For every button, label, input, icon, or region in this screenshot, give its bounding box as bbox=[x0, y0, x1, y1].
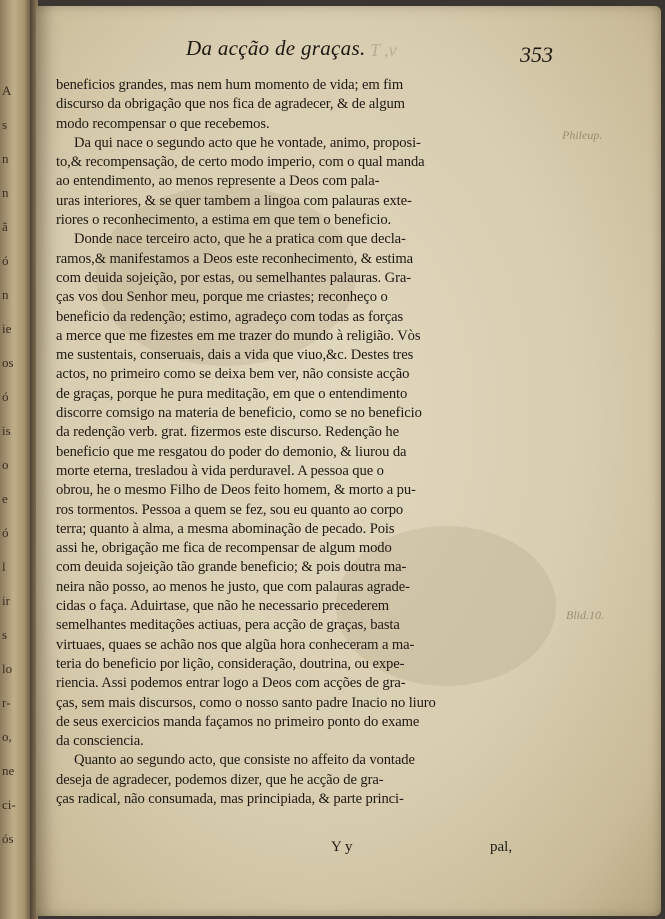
body-text bbox=[56, 76, 556, 809]
text-line: a merce que me fizestes em me trazer do mundo à religião. Vòs bbox=[56, 327, 421, 344]
facing-page-fragment: ã bbox=[2, 219, 8, 234]
facing-page-edge bbox=[0, 0, 30, 919]
facing-page-fragment: l bbox=[2, 559, 6, 574]
bleed-through-text: T ,v bbox=[370, 40, 397, 60]
text-line: actos, no primeiro como se deixa bem ver, não consiste acção bbox=[56, 366, 410, 383]
facing-page-fragment: ós bbox=[2, 831, 14, 846]
facing-page-fragment: n bbox=[2, 185, 9, 200]
text-line: Da qui nace o segundo acto que he vontade, animo, proposi- bbox=[74, 134, 421, 151]
text-line: semelhantes meditações actiuas, pera acção de graças, basta bbox=[56, 617, 400, 634]
facing-page-fragment: ó bbox=[2, 525, 9, 540]
text-line: da redenção verb. grat. fizermos este discurso. Redenção he bbox=[56, 424, 399, 441]
facing-page-fragment: is bbox=[2, 423, 11, 438]
text-line: me sustentais, conseruais, dais a vida que viuo,&c. Destes tres bbox=[56, 347, 414, 364]
text-line: ças radical, não consumada, mas principiada, & parte princi- bbox=[56, 790, 404, 807]
text-line: obrou, he o mesmo Filho de Deos feito homem, & morto a pu- bbox=[56, 482, 416, 499]
text-line: uras interiores, & se quer tambem a lingoa com palauras exte- bbox=[56, 192, 412, 209]
facing-page-fragment: ó bbox=[2, 389, 9, 404]
text-line: discorre comsigo na materia de beneficio, como se no beneficio bbox=[56, 405, 422, 422]
facing-page-fragment: os bbox=[2, 355, 14, 370]
text-line: teria do beneficio por lição, consideração, doutrina, ou expe- bbox=[56, 655, 405, 672]
text-line: Quanto ao segundo acto, que consiste no affeito da vontade bbox=[74, 752, 415, 769]
facing-page-fragment: r- bbox=[2, 695, 11, 710]
margin-note: Phileup. bbox=[562, 128, 603, 142]
catchword: pal, bbox=[490, 839, 513, 855]
text-line: discurso da obrigação que nos fica de agradecer, & de algum bbox=[56, 96, 405, 113]
text-line: ros tormentos. Pessoa a quem se fez, sou eu quanto ao corpo bbox=[56, 501, 404, 518]
text-line: ao entendimento, ao menos represente a Deos com pala- bbox=[56, 173, 380, 190]
book-page bbox=[36, 6, 661, 916]
signature-mark: Y y bbox=[331, 839, 353, 855]
text-line: neira não posso, ao menos he justo, que com palauras agrade- bbox=[56, 578, 410, 595]
text-line: assi he, obrigação me fica de recompensar de algum modo bbox=[56, 540, 392, 557]
text-line: da consciencia. bbox=[56, 733, 144, 750]
text-line: de seus exercicios manda façamos no primeiro ponto do exame bbox=[56, 713, 420, 730]
facing-page-fragment: s bbox=[2, 627, 8, 642]
text-line: deseja de agradecer, podemos dizer, que he acção de gra- bbox=[56, 771, 384, 788]
text-line: riores o reconhecimento, a estima em que tem o beneficio. bbox=[56, 212, 392, 229]
facing-page-fragment: o bbox=[2, 457, 9, 472]
text-line: terra; quanto à alma, a mesma abominação de pecado. Pois bbox=[56, 520, 395, 537]
text-line: to,& recompensação, de certo modo imperio, com o qual manda bbox=[56, 154, 425, 171]
page-number: 353 bbox=[520, 42, 553, 67]
facing-page-fragment: n bbox=[2, 287, 9, 302]
facing-page-fragment: e bbox=[2, 491, 8, 506]
text-line: riencia. Assi podemos entrar logo a Deos com acções de gra- bbox=[56, 675, 406, 692]
margin-note: Blid.10. bbox=[566, 608, 604, 622]
text-line: modo recompensar o que recebemos. bbox=[56, 115, 270, 132]
text-line: cidas o faça. Aduirtase, que não he necessario precederem bbox=[56, 598, 390, 615]
text-line: beneficios grandes, mas nem hum momento de vida; em fim bbox=[56, 77, 404, 93]
text-line: morte eterna, tresladou à vida perduravel. A pessoa que o bbox=[56, 462, 384, 479]
text-line: virtuaes, quaes se achão nos que algũa hora conheceram a ma- bbox=[56, 636, 415, 653]
facing-page-fragment: o, bbox=[2, 729, 12, 744]
facing-page-fragment: ie bbox=[2, 321, 12, 336]
facing-page-fragment: ó bbox=[2, 253, 9, 268]
facing-page-fragment: ci- bbox=[2, 797, 16, 812]
text-line: de graças, porque he pura meditação, em que o entendimento bbox=[56, 385, 408, 402]
text-line: ças, sem mais discursos, como o nosso santo padre Inacio no liuro bbox=[56, 694, 436, 711]
text-line: com deuida sojeição tão grande beneficio; & pois doutra ma- bbox=[56, 559, 407, 576]
facing-page-fragment: lo bbox=[2, 661, 13, 676]
facing-page-fragment: A bbox=[2, 83, 12, 98]
text-line: Donde nace terceiro acto, que he a pratica com que decla- bbox=[74, 231, 406, 248]
facing-page-fragment: n bbox=[2, 151, 9, 166]
facing-page-fragment: s bbox=[2, 117, 8, 132]
facing-page-fragment: ne bbox=[2, 763, 15, 778]
text-line: ças vos dou Senhor meu, porque me criastes; reconheço o bbox=[56, 289, 388, 306]
text-line: ramos,& manifestamos a Deos este reconhecimento, & estima bbox=[56, 250, 414, 267]
running-head: Da acção de graças. bbox=[186, 36, 366, 60]
text-line: beneficio da redenção; estimo, agradeço com todas as forças bbox=[56, 308, 404, 325]
text-line: beneficio que me resgatou do poder do demonio, & liurou da bbox=[56, 443, 407, 460]
text-line: com deuida sojeição, por estas, ou semelhantes palauras. Gra- bbox=[56, 269, 411, 286]
facing-page-fragment: ir bbox=[2, 593, 10, 608]
